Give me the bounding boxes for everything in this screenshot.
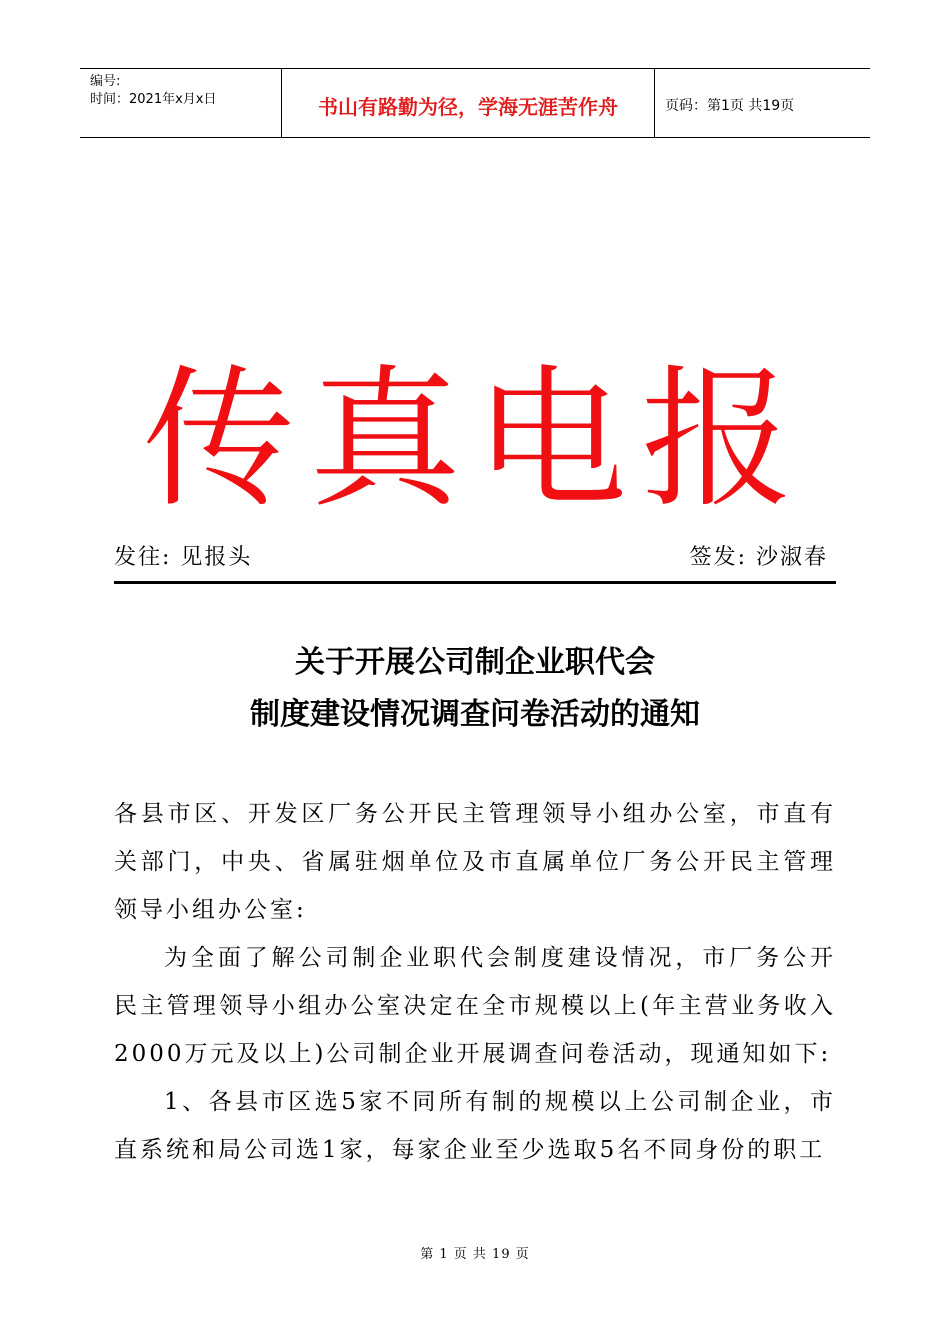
send-to: 发往: 见报头 xyxy=(114,545,253,570)
header-meta-cell xyxy=(80,69,282,137)
page-footer: 第 1 页 共 19 页 xyxy=(420,1247,530,1262)
notice-title xyxy=(0,637,950,741)
document-header xyxy=(80,68,870,138)
dispatch-row xyxy=(114,540,836,578)
masthead-divider xyxy=(114,581,836,584)
notice-body xyxy=(114,790,836,1174)
signed-by: 签发: 沙淑春 xyxy=(689,545,828,570)
date-label: 时间：2021年x月x日 xyxy=(90,92,217,107)
addressee-paragraph: 各县市区、开发区厂务公开民主管理领导小组办公室，市直有关部门，中央、省属驻烟单位及市直属单位厂务公开民主管理领导小组办公室: xyxy=(114,801,836,923)
body-paragraph: 1、各县市区选5家不同所有制的规模以上公司制企业，市直系统和局公司选1家，每家企业至少选取5名不同身份的职工 xyxy=(114,1089,836,1163)
header-motto: 书山有路勤为径，学海无涯苦作舟 xyxy=(282,69,655,137)
notice-title-line1: 关于开展公司制企业职代会 xyxy=(295,645,655,680)
masthead-title: 传真电报 xyxy=(143,351,807,528)
notice-title-line2: 制度建设情况调查问卷活动的通知 xyxy=(250,697,700,732)
body-paragraph: 为全面了解公司制企业职代会制度建设情况，市厂务公开民主管理领导小组办公室决定在全市规模以上(年主营业务收入2000万元及以上)公司制企业开展调查问卷活动，现通知如下: xyxy=(114,945,836,1067)
number-label: 编号: xyxy=(90,74,121,89)
header-page-label: 页码：第1页 共19页 xyxy=(665,98,795,114)
